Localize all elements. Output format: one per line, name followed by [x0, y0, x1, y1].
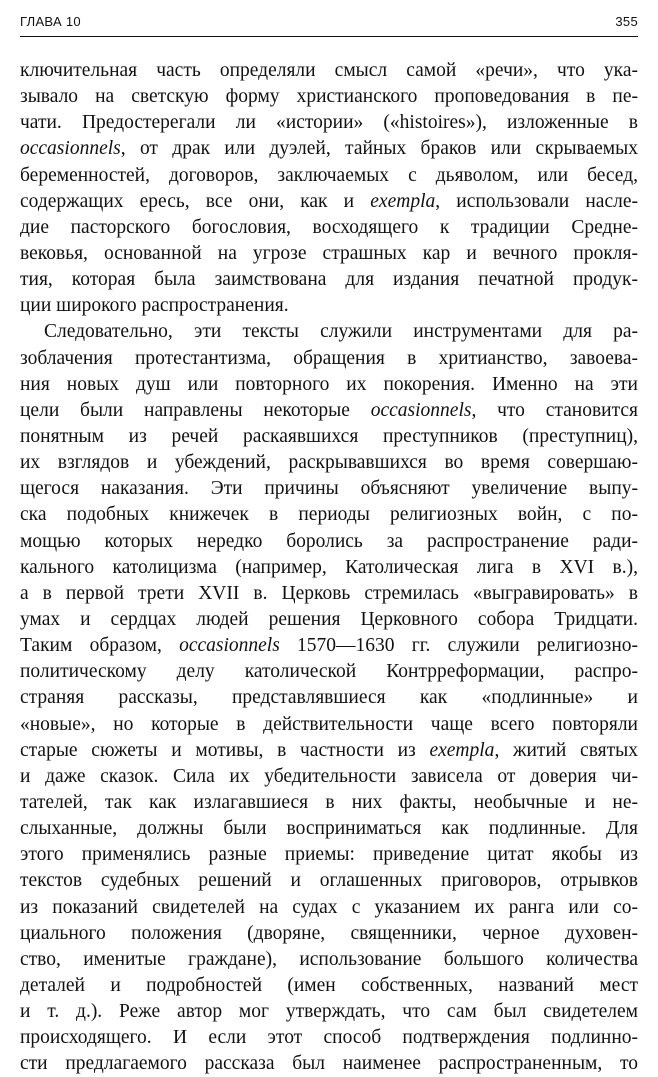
page-number: 355 [615, 14, 638, 29]
text-line: тия, которая была заимствована для издания печатной продук- [20, 269, 638, 291]
text-line: мощью которых нередко боролись за распространение ради- [20, 530, 638, 552]
text-line: Следовательно, эти тексты служили инструментами для ра- [44, 321, 638, 343]
text-line: «новые», но которые в действительности чаще всего повторяли [20, 713, 638, 735]
text-line: зоблачения протестантизма, обращения в хритианство, завоева- [20, 347, 638, 369]
text-line: ния новых душ или повторного их покорения. Именно на эти [20, 373, 638, 395]
text-line: политическому делу католической Контрреформации, распро- [20, 661, 638, 683]
text-line: происходящего. И если этот способ подтверждения подлинно- [20, 1027, 638, 1049]
text-line: умах и сердцах людей решения Церковного собора Тридцати. [20, 608, 638, 630]
text-line: occasionnels, от драк или дуэлей, тайных браков или скрываемых [20, 138, 638, 160]
text-line: цели были направлены некоторые occasionnels, что становится [20, 399, 638, 421]
text-line: ции широкого распространения. [20, 295, 289, 317]
text-line: вековья, основанной на угрозе страшных кар и вечного прокля- [20, 242, 638, 264]
body-text [20, 58, 638, 1077]
text-line: зывало на светскую форму христианского проповедования в пе- [20, 86, 638, 108]
text-line: чати. Предостерегали ли «истории» («histoires»), изложенные в [20, 112, 638, 134]
chapter-title: ГЛАВА 10 [20, 14, 81, 29]
paragraph [20, 58, 638, 319]
text-line: дие пасторского богословия, восходящего к традиции Средне- [20, 216, 638, 238]
text-line: текстов судебных решений и оглашенных приговоров, отрывков [20, 870, 638, 892]
text-line: ключительная часть определяли смысл самой «речи», что ука- [20, 60, 638, 81]
text-line: этого применялись разные приемы: приведение цитат якобы из [20, 844, 638, 866]
text-line: их взглядов и убеждений, раскрывавшихся во время совершаю- [20, 452, 638, 474]
text-line: циального положения (дворяне, священники, черное духовен- [20, 922, 638, 944]
text-line: слыханные, должны были восприниматься как подлинные. Для [20, 818, 638, 840]
text-line: старые сюжеты и мотивы, в частности из exempla, житий святых [20, 739, 638, 761]
running-header [20, 12, 638, 32]
text-line: а в первой трети XVII в. Церковь стремилась «выгравировать» в [20, 582, 638, 604]
text-line: кального католицизма (например, Католическая лига в XVI в.), [20, 556, 638, 578]
text-line: из показаний свидетелей на судах с указанием их ранга или со- [20, 896, 638, 918]
text-line: беременностей, договоров, заключаемых с дьяволом, или бесед, [20, 164, 638, 186]
text-line: ска подобных книжечек в периоды религиозных войн, с по- [20, 504, 638, 526]
text-line: содержащих ересь, все они, как и exempla, использовали насле- [20, 190, 638, 212]
text-line: и т. д.). Реже автор мог утверждать, что сам был свидетелем [20, 1001, 638, 1023]
text-line: и даже сказок. Сила их убедительности зависела от доверия чи- [20, 765, 638, 787]
text-line: Таким образом, occasionnels 1570—1630 гг. служили религиозно- [20, 635, 638, 657]
paragraph [20, 319, 638, 1077]
text-line: понятным из речей раскаявшихся преступников (преступниц), [20, 425, 638, 447]
text-line: деталей и подробностей (имен собственных, названий мест [20, 974, 638, 996]
text-line: тателей, так как излагавшиеся в них факты, необычные и не- [20, 791, 638, 813]
text-line: ство, именитые граждане), использование большого количества [20, 948, 638, 970]
text-line: сти предлагаемого рассказа был наименее распространенным, то [20, 1053, 638, 1075]
text-line: щегося наказания. Эти причины объясняют увеличение выпу- [20, 478, 638, 500]
text-line: страняя рассказы, представлявшиеся как «подлинные» и [20, 687, 638, 709]
header-rule [20, 36, 638, 37]
